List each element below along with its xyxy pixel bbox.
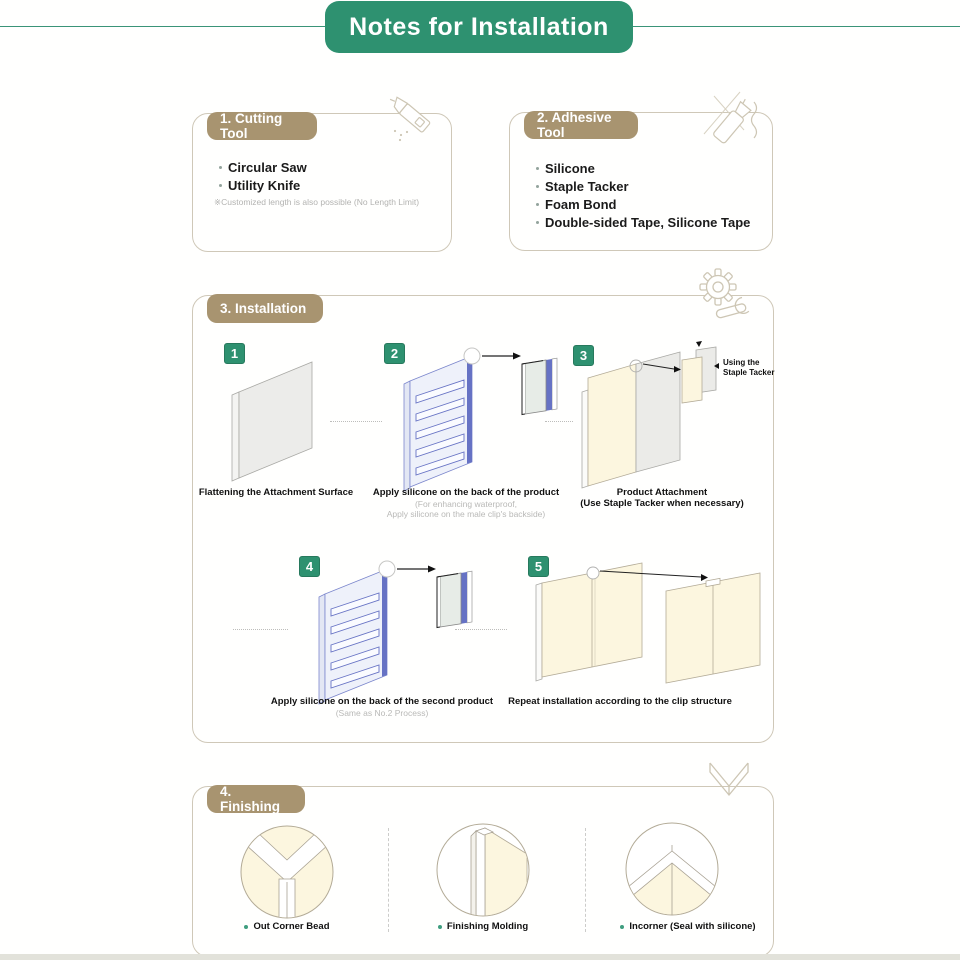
bullet-icon — [244, 925, 248, 929]
finishing-item-label: Incorner (Seal with silicone) — [629, 921, 756, 932]
list-item — [536, 197, 617, 212]
step5-diagram — [516, 551, 766, 711]
step-badge-1: 1 — [224, 343, 245, 364]
list-item-label: Circular Saw — [228, 160, 307, 175]
step-badge-4: 4 — [299, 556, 320, 577]
step-badge-3: 3 — [573, 345, 594, 366]
bullet-icon — [219, 166, 222, 169]
cutting-note: ※Customized length is also possible (No Length Limit) — [214, 197, 420, 207]
corner-bead-icon — [704, 757, 754, 809]
step3-annotation: Using the Staple Tacker — [723, 358, 775, 377]
list-item — [219, 178, 300, 193]
finishing-item — [413, 921, 553, 932]
step2-subcaption-1: (For enhancing waterproof, — [414, 499, 518, 509]
annotation-arrow-icon — [714, 363, 719, 369]
finishing-item — [608, 921, 768, 932]
step2-subcaption-2: Apply silicone on the male clip's backside) — [386, 509, 546, 519]
list-item-label: Silicone — [545, 161, 595, 176]
finishing-label: 4. Finishing — [207, 785, 305, 813]
step2-caption: Apply silicone on the back of the product — [372, 487, 560, 498]
step4-subcaption: (Same as No.2 Process) — [335, 708, 429, 718]
list-item-label: Staple Tacker — [545, 179, 629, 194]
bullet-icon — [536, 185, 539, 188]
bullet-icon — [620, 925, 624, 929]
dotted-separator — [455, 629, 507, 630]
list-item — [536, 215, 750, 230]
step1-caption: Flattening the Attachment Surface — [198, 487, 354, 498]
step3-caption: Product Attachment — [616, 487, 708, 498]
cutting-tool-label: 1. Cutting Tool — [207, 112, 317, 140]
page-title: Notes for Installation — [325, 1, 633, 53]
utility-knife-icon — [380, 90, 442, 146]
list-item — [536, 161, 595, 176]
bullet-icon — [219, 184, 222, 187]
list-item — [536, 179, 629, 194]
step3-caption-2: (Use Staple Tacker when necessary) — [580, 498, 744, 509]
dotted-separator — [233, 629, 288, 630]
silicone-tube-icon — [698, 86, 762, 148]
list-item — [219, 160, 307, 175]
bullet-icon — [536, 167, 539, 170]
finishing-item-label: Finishing Molding — [446, 921, 529, 932]
dashed-separator — [388, 828, 389, 932]
step-badge-2: 2 — [384, 343, 405, 364]
dashed-separator — [585, 828, 586, 932]
installation-label: 3. Installation — [207, 294, 323, 323]
bullet-icon — [536, 203, 539, 206]
step-badge-5: 5 — [528, 556, 549, 577]
adhesive-tool-label: 2. Adhesive Tool — [524, 111, 638, 139]
list-item-label: Foam Bond — [545, 197, 617, 212]
bullet-icon — [536, 221, 539, 224]
finishing-item — [217, 921, 357, 932]
list-item-label: Double-sided Tape, Silicone Tape — [545, 215, 751, 230]
gear-wrench-icon — [690, 264, 758, 326]
finishing-item-label: Out Corner Bead — [253, 921, 330, 932]
finishing-molding-diagram — [433, 820, 533, 920]
step4-caption: Apply silicone on the back of the second product — [270, 696, 494, 707]
bullet-icon — [438, 925, 442, 929]
incorner-diagram — [622, 819, 722, 919]
list-item-label: Utility Knife — [228, 178, 301, 193]
step5-caption: Repeat installation according to the clip structure — [508, 696, 732, 707]
page-bottom-edge — [0, 954, 960, 960]
out-corner-bead-diagram — [237, 822, 337, 922]
